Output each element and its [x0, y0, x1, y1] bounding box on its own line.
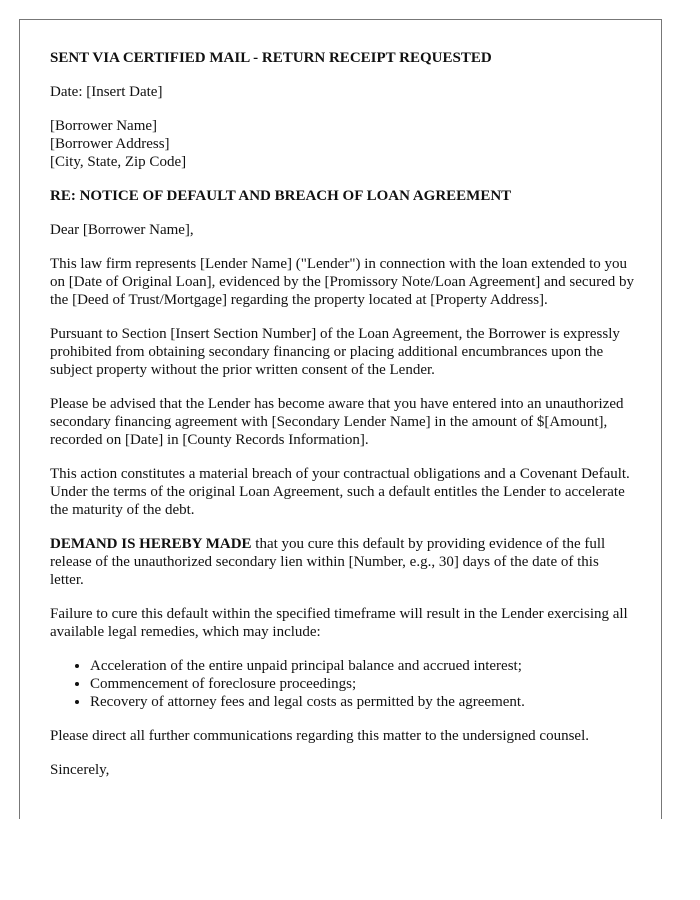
salutation: Dear [Borrower Name],	[50, 222, 194, 238]
letter-body	[50, 49, 635, 795]
borrower-name: [Borrower Name]	[50, 118, 158, 134]
material-breach-paragraph: This action constitutes a material breach of your contractual obligations and a Covenant Default. Under the terms of the original Loan Agreement, such a default entitles the Lender to accelerate the maturity of the debt.	[50, 466, 630, 518]
demand-emphasis: DEMAND IS HEREBY MADE	[50, 536, 252, 552]
demand-text: that you cure this default by providing evidence of the full release of the unauthorized secondary lien within [Number, e.g., 30] days of the date of this letter.	[50, 536, 606, 588]
remedy-item: • Acceleration of the entire unpaid principal balance and accrued interest;	[90, 657, 635, 675]
borrower-address-block	[50, 117, 635, 171]
representation-paragraph: This law firm represents [Lender Name] ("Lender") in connection with the loan extended to you on [Date of Original Loan], evidenced by the [Promissory Note/Loan Agreement] and secured by the [Deed of Trust/Mortgage] regarding the property located at [Property Address].	[50, 256, 634, 308]
closing: Sincerely,	[50, 762, 110, 778]
date-line: Date: [Insert Date]	[50, 84, 163, 100]
failure-to-cure-paragraph: Failure to cure this default within the specified timeframe will result in the Lender exercising all available legal remedies, which may include:	[50, 606, 628, 640]
covenant-paragraph: Pursuant to Section [Insert Section Number] of the Loan Agreement, the Borrower is expressly prohibited from obtaining secondary financing or placing additional encumbrances upon the subject property without the prior written consent of the Lender.	[50, 326, 620, 378]
borrower-city-state-zip: [City, State, Zip Code]	[50, 154, 187, 170]
remedy-item: • Recovery of attorney fees and legal costs as permitted by the agreement.	[90, 693, 635, 711]
remedies-list	[50, 657, 635, 711]
demand-paragraph	[50, 535, 635, 589]
subject-line: RE: NOTICE OF DEFAULT AND BREACH OF LOAN AGREEMENT	[50, 188, 512, 204]
mailing-notice: SENT VIA CERTIFIED MAIL - RETURN RECEIPT REQUESTED	[50, 50, 492, 66]
breach-discovery-paragraph: Please be advised that the Lender has become aware that you have entered into an unauthorized secondary financing agreement with [Secondary Lender Name] in the amount of $[Amount], recorded on [Date] in [County Records Information].	[50, 396, 624, 448]
borrower-address: [Borrower Address]	[50, 136, 170, 152]
letter-page	[19, 19, 662, 819]
communications-paragraph: Please direct all further communications regarding this matter to the undersigned counsel.	[50, 728, 590, 744]
remedy-item: • Commencement of foreclosure proceedings;	[90, 675, 635, 693]
